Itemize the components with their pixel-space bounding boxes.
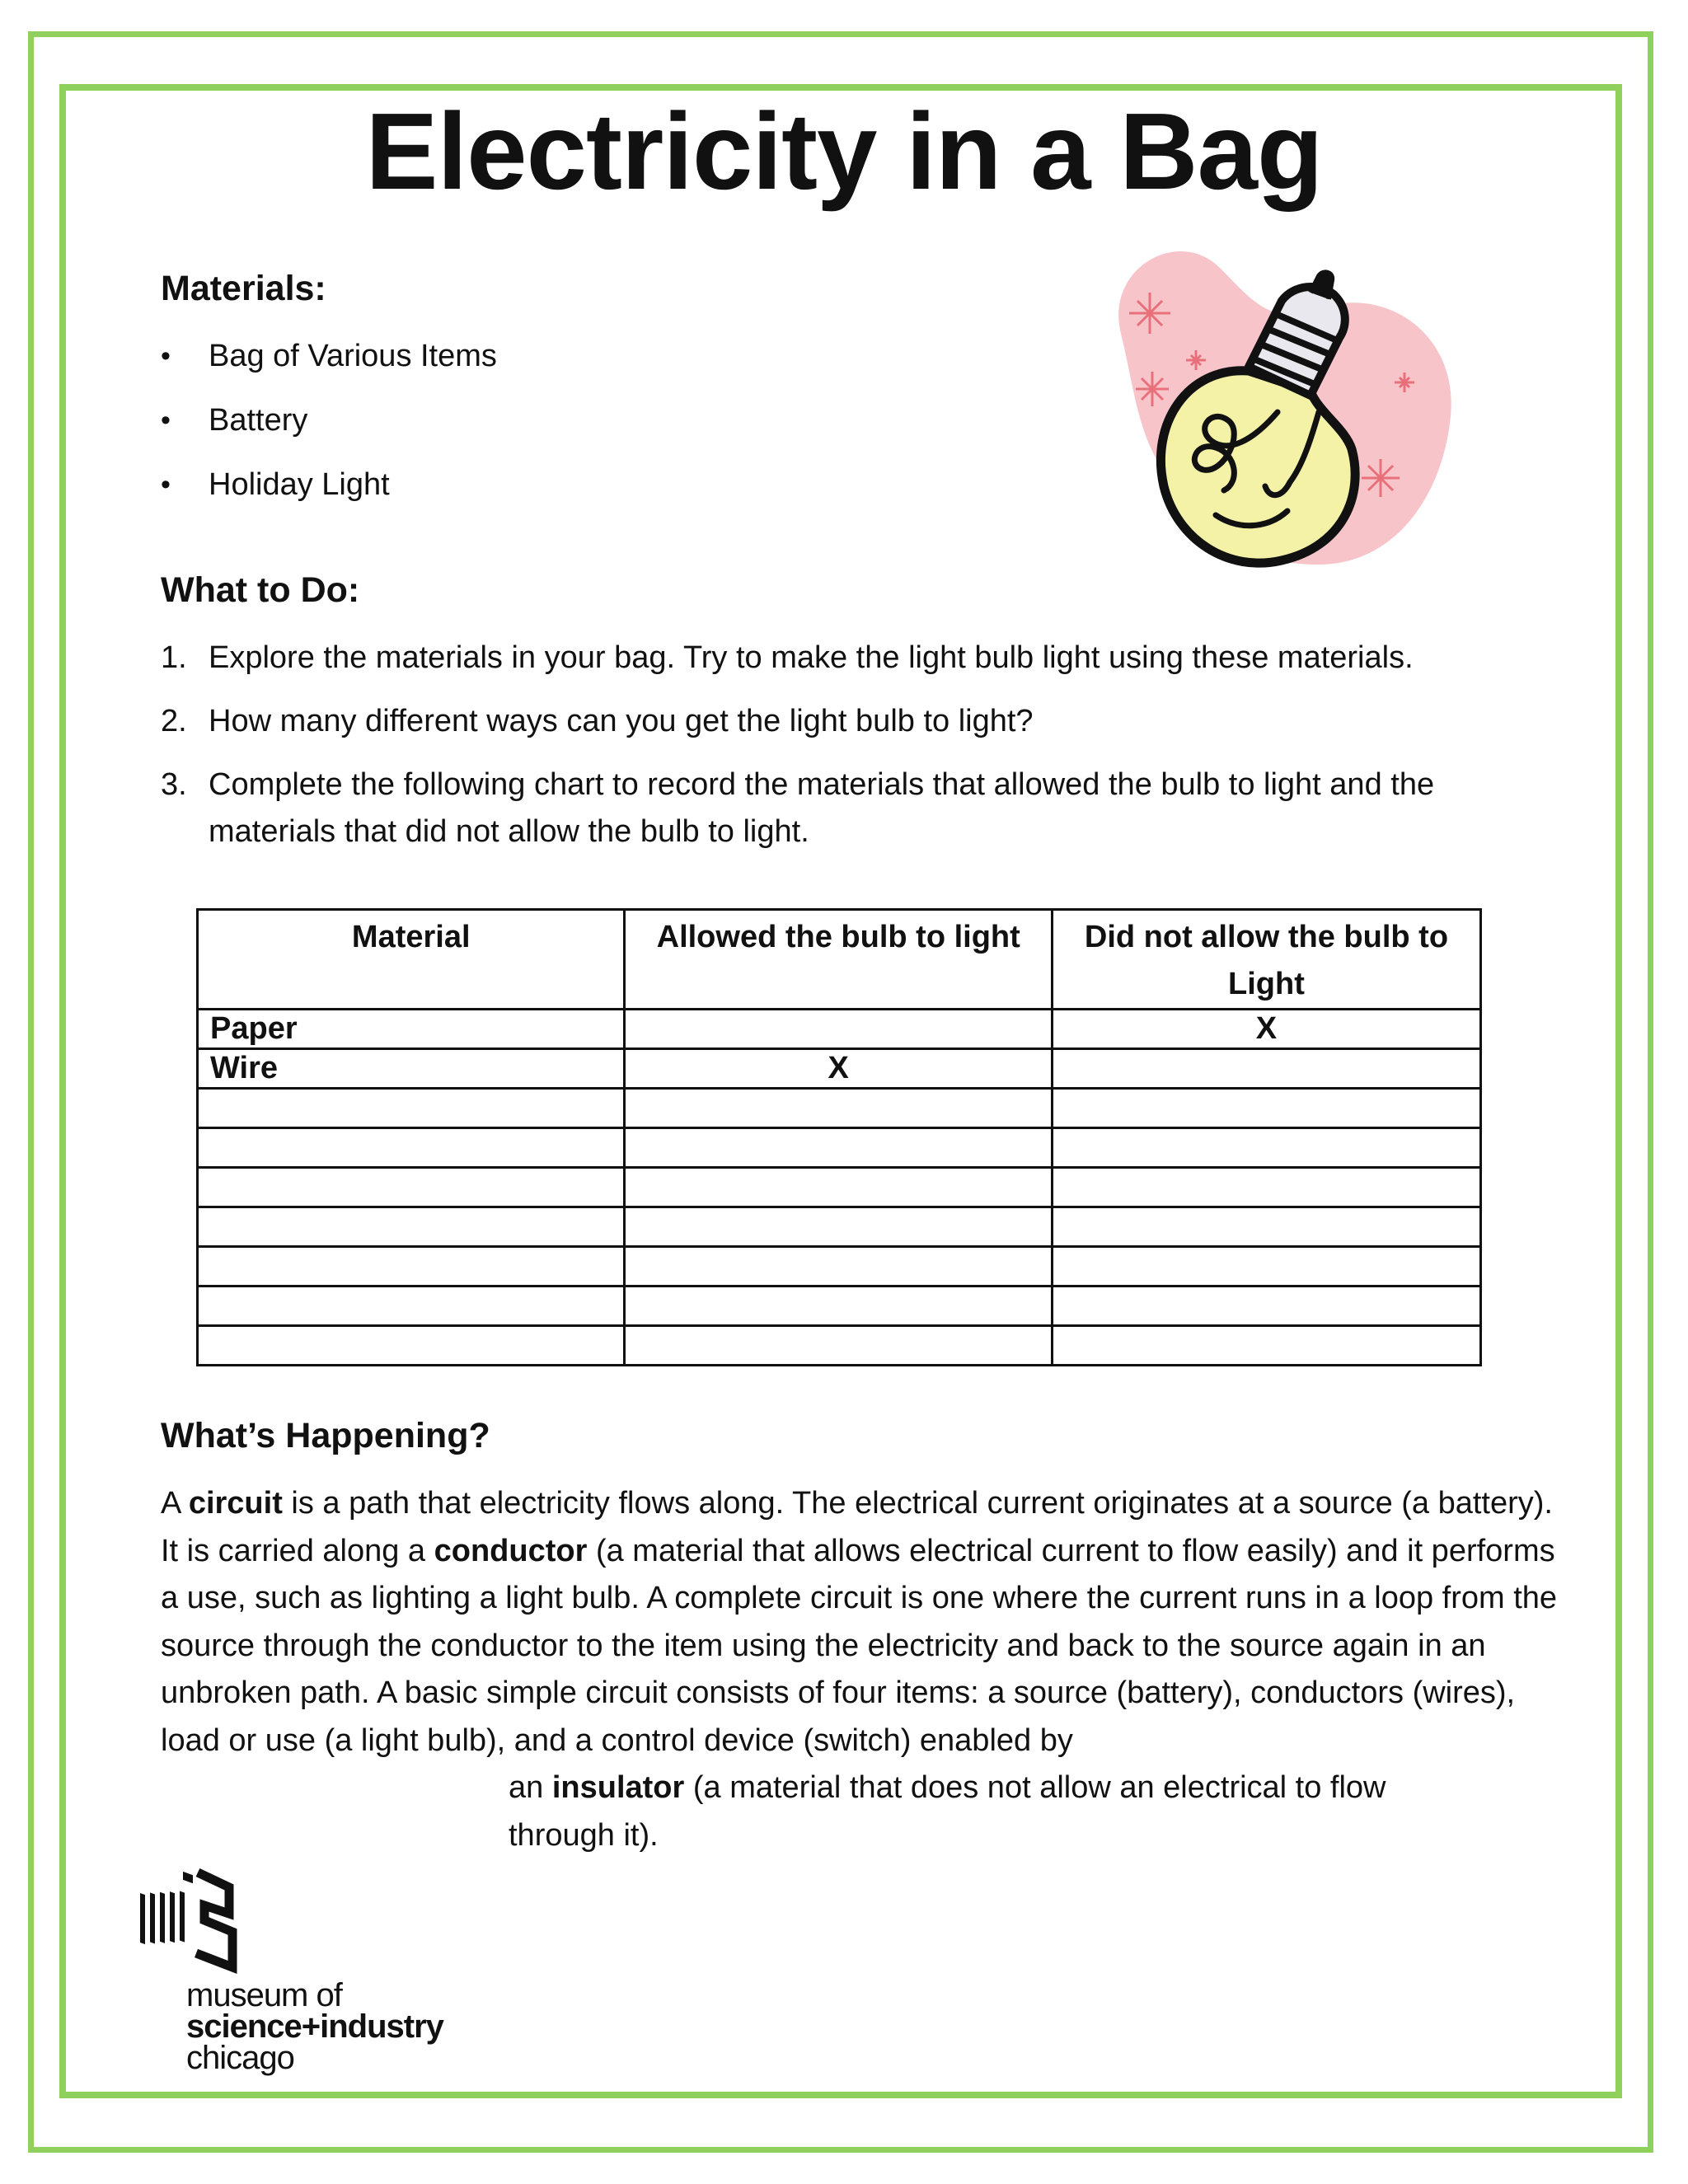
list-item: 1. Explore the materials in your bag. Try to make the light bulb light using these materials. [161, 640, 1414, 675]
table-row [198, 1326, 1481, 1366]
results-table [196, 908, 1482, 1366]
materials-heading: Materials: [161, 269, 326, 308]
table-row [198, 1247, 1481, 1286]
table-cell[interactable] [625, 1247, 1052, 1286]
materials-list [161, 331, 497, 524]
table-cell[interactable] [625, 1089, 1052, 1128]
column-header: Allowed the bulb to light [625, 910, 1052, 1010]
table-cell[interactable] [1052, 1207, 1480, 1247]
list-item: • Battery [161, 403, 308, 438]
explanation-paragraph: A circuit is a path that electricity flows along. The electrical current originates at a source (a battery). It is carried along a conductor (a material that allows electrical current to flow easily) and it performs a use, such as lighting a light bulb. A complete circuit is one where the current runs in a loop from the source through the conductor to the item using the electricity and back to the source again in an unbroken path. A basic simple circuit consists of four items: a source (battery), conductors (wires), load or use (a light bulb), and a control device (switch) enabled by [161, 1486, 1558, 1758]
term-conductor: conductor [434, 1533, 588, 1568]
table-cell[interactable] [1052, 1286, 1480, 1326]
term-insulator: insulator [551, 1770, 685, 1805]
table-cell[interactable] [198, 1286, 625, 1326]
table-cell[interactable] [625, 1286, 1052, 1326]
table-cell[interactable] [198, 1089, 625, 1128]
table-cell[interactable] [625, 1168, 1052, 1207]
page-title: Electricity in a Bag [365, 91, 1323, 212]
table-cell[interactable] [1052, 1247, 1480, 1286]
table-cell[interactable] [1052, 1089, 1480, 1128]
table-cell[interactable] [625, 1326, 1052, 1366]
table-cell[interactable] [1052, 1326, 1480, 1366]
column-header: Did not allow the bulb to Light [1052, 910, 1480, 1010]
table-cell[interactable] [198, 1207, 625, 1247]
table-row [198, 1128, 1481, 1168]
museum-logo-text: museum of science+industry chicago [186, 1977, 443, 2076]
table-cell[interactable] [1052, 1049, 1480, 1089]
term-circuit: circuit [188, 1486, 283, 1521]
explanation-paragraph-end: an insulator (a material that does not allow an electrical to flow through it). [509, 1770, 1386, 1853]
table-cell[interactable] [625, 1128, 1052, 1168]
column-header: Material [198, 910, 625, 1010]
table-row [198, 1207, 1481, 1247]
list-item: 3. Complete the following chart to record the materials that allowed the bulb to light and the materials that did not allow the bulb to light. [161, 767, 1435, 849]
table-cell[interactable] [625, 1207, 1052, 1247]
museum-logo-icon [140, 1856, 241, 1980]
table-row [198, 1089, 1481, 1128]
table-cell[interactable] [625, 1010, 1052, 1049]
table-cell[interactable] [198, 1247, 625, 1286]
table-row [198, 1286, 1481, 1326]
table-cell[interactable]: X [1052, 1010, 1480, 1049]
whats-happening-heading: What’s Happening? [161, 1416, 490, 1455]
table-cell[interactable] [1052, 1168, 1480, 1207]
table-cell[interactable] [198, 1326, 625, 1366]
table-cell[interactable] [198, 1128, 625, 1168]
table-cell[interactable]: X [625, 1049, 1052, 1089]
table-row [198, 1168, 1481, 1207]
steps-list [161, 635, 1512, 872]
list-item: • Bag of Various Items [161, 339, 497, 373]
table-cell[interactable] [1052, 1128, 1480, 1168]
table-row [198, 1010, 1481, 1049]
table-cell[interactable]: Paper [198, 1010, 625, 1049]
what-to-do-heading: What to Do: [161, 570, 360, 610]
table-row [198, 1049, 1481, 1089]
table-cell[interactable]: Wire [198, 1049, 625, 1089]
light-bulb-illustration [1071, 235, 1475, 614]
list-item: • Holiday Light [161, 467, 390, 502]
table-header-row [198, 910, 1481, 1010]
list-item: 2. How many different ways can you get the light bulb to light? [161, 704, 1034, 738]
table-cell[interactable] [198, 1168, 625, 1207]
